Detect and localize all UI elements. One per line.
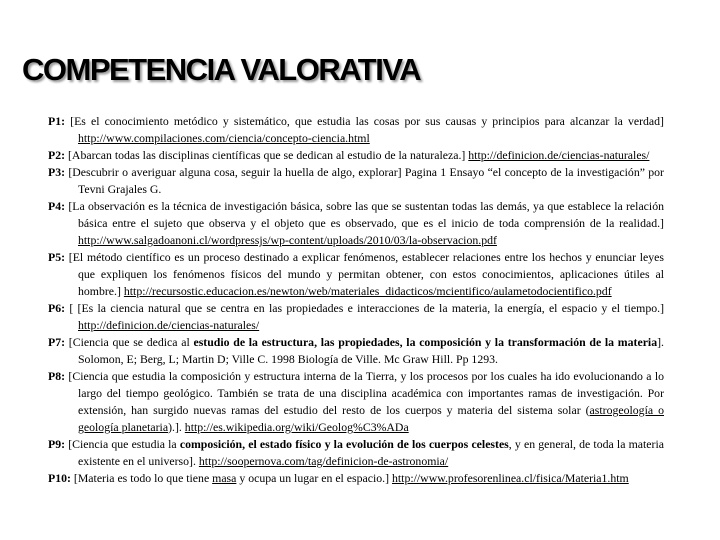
answer-text: [Descubrir o averiguar alguna cosa, seguir la huella de algo, explorar] Pagina 1 Ensayo “el concepto de la investigación” por Tevni Grajales G. bbox=[65, 165, 664, 196]
answer-p5 bbox=[48, 249, 664, 300]
source-link[interactable]: http://es.wikipedia.org/wiki/Geolog%C3%ADa bbox=[184, 420, 409, 434]
answer-text: y ocupa un lugar en el espacio.] bbox=[236, 471, 392, 485]
answer-text: [La observación es la técnica de investigación básica, sobre las que se sustentan todas las demás, ya que establece la relación básica entre el sujeto que observa y el objeto que es observado, que es el inicio de toda comprensión de la realidad.] bbox=[65, 199, 664, 230]
inline-link[interactable]: masa bbox=[212, 471, 237, 485]
answer-text: ]. Solomon, E; Berg, L; Martin D; Ville C. 1998 Biología de Ville. Mc Graw Hill. Pp 1293. bbox=[78, 335, 664, 366]
answer-p1 bbox=[48, 113, 664, 147]
answer-p2 bbox=[48, 147, 664, 164]
answer-p9 bbox=[48, 436, 664, 470]
answer-label: P3: bbox=[48, 165, 66, 179]
answer-text: [Es el conocimiento metódico y sistemático, que estudia las cosas por sus causas y principios para alcanzar la verdad] bbox=[65, 114, 664, 128]
source-link[interactable]: http://www.salgadoanoni.cl/wordpressjs/wp-content/uploads/2010/03/la-observacion.pdf bbox=[78, 233, 497, 247]
answer-label: P5: bbox=[48, 250, 66, 264]
answer-text: [Ciencia que se dedica al bbox=[65, 335, 194, 349]
answer-text: [ [Es la ciencia natural que se centra en las propiedades e interacciones de la materia, la energía, el espacio y el tiempo.] bbox=[65, 301, 664, 315]
source-link[interactable]: http://soopernova.com/tag/definicion-de-astronomia/ bbox=[198, 454, 449, 468]
answer-text: , y en general, de toda la materia existente en el universo]. bbox=[78, 437, 664, 468]
answer-p6 bbox=[48, 300, 664, 334]
answer-text: [Materia es todo lo que tiene bbox=[70, 471, 213, 485]
answer-label: P1: bbox=[48, 114, 66, 128]
answer-label: P4: bbox=[48, 199, 66, 213]
answer-label: P10: bbox=[48, 471, 71, 485]
answer-label: P6: bbox=[48, 301, 66, 315]
answer-label: P9: bbox=[48, 437, 66, 451]
answer-p10 bbox=[48, 470, 664, 487]
answer-p4 bbox=[48, 198, 664, 249]
answer-text: ).]. bbox=[168, 420, 185, 434]
answer-text: [El método científico es un proceso destinado a explicar fenómenos, establecer relaciones entre los hechos y enunciar leyes que expliquen los fenómenos físicos del mundo y permitan obtener, con estos conocimientos, aplicaciones útiles al hombre.] bbox=[65, 250, 664, 298]
answer-text: [Ciencia que estudia la bbox=[65, 437, 180, 451]
answers-list bbox=[48, 113, 664, 487]
source-link[interactable]: http://recursostic.educacion.es/newton/web/materiales_didacticos/mcientifico/aulametodocientifico.pdf bbox=[123, 284, 612, 298]
page-title: COMPETENCIA VALORATIVA bbox=[22, 52, 421, 87]
answer-emphasis: composición, el estado físico y la evolución de los cuerpos celestes bbox=[179, 437, 509, 451]
answer-text: [Ciencia que estudia la composición y estructura interna de la Tierra, y los procesos por los cuales ha ido evolucionando a lo largo del tiempo geológico. También se trata de una disciplina académica con importantes ramas de investigación. Por extensión, han surgido nuevas ramas del estudio del resto de los cuerpos y materia del sistema solar ( bbox=[65, 369, 664, 417]
answer-emphasis: estudio de la estructura, las propiedades, la composición y la transformación de la materia bbox=[193, 335, 658, 349]
source-link[interactable]: http://definicion.de/ciencias-naturales/ bbox=[468, 148, 650, 162]
answer-text: [Abarcan todas las disciplinas científicas que se dedican al estudio de la naturaleza.] bbox=[65, 148, 469, 162]
source-link[interactable]: http://www.profesorenlinea.cl/fisica/Materia1.htm bbox=[392, 471, 629, 485]
answer-p8 bbox=[48, 368, 664, 436]
answer-label: P7: bbox=[48, 335, 66, 349]
answer-label: P8: bbox=[48, 369, 66, 383]
answer-p3 bbox=[48, 164, 664, 198]
inline-link[interactable]: astrogeología o geología planetaria bbox=[78, 403, 664, 434]
answer-p7 bbox=[48, 334, 664, 368]
source-link[interactable]: http://definicion.de/ciencias-naturales/ bbox=[78, 318, 260, 332]
answer-label: P2: bbox=[48, 148, 66, 162]
source-link[interactable]: http://www.compilaciones.com/ciencia/concepto-ciencia.html bbox=[78, 131, 370, 145]
